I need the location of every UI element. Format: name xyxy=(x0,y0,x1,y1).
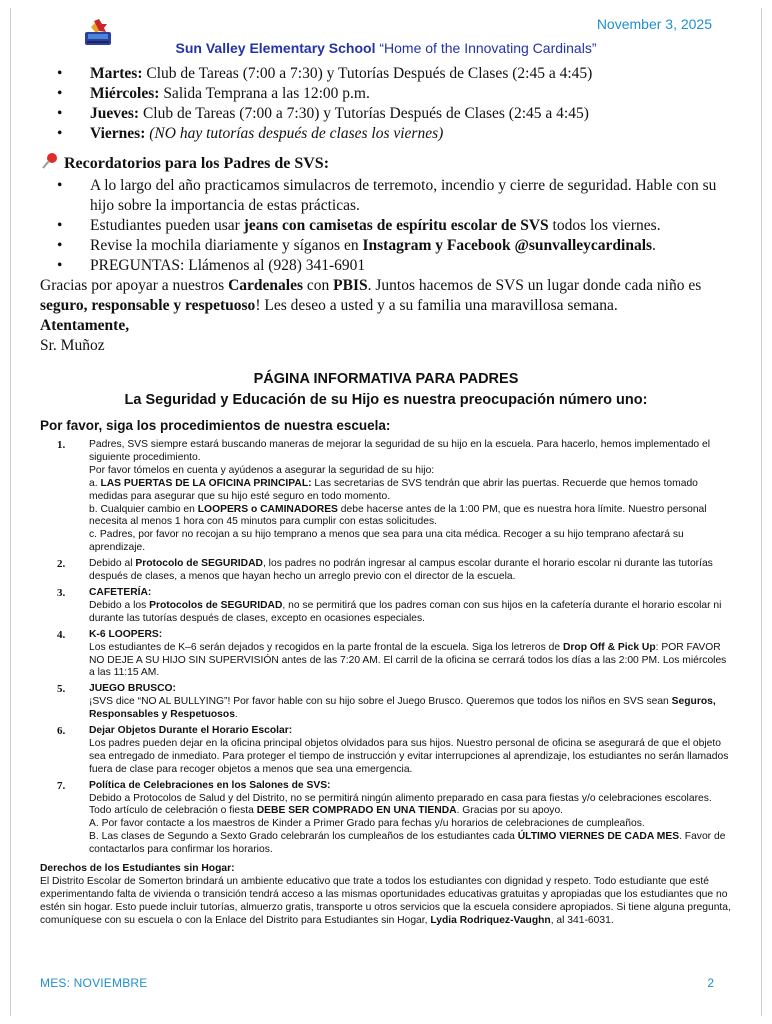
reminders-title: Recordatorios para los Padres de SVS: xyxy=(64,155,330,172)
header-date: November 3, 2025 xyxy=(596,16,712,32)
procedure-item-1: 1. Padres, SVS siempre estará buscando maneras de mejorar la seguridad de su hijo en la escuela. Para hacerlo, hemos implementado el siguiente procedimiento. Por favor tómelos en cuenta y ayúdenos a asegurar la seguridad de su hijo: a. LAS PUERTAS DE LA OFICINA PRINCIPAL: Las secretarias de SVS tendrán que abrir las puertas. Recuerde que hemos tomado medidas para asegurar que su hijo esté seguro en todo momento. b. Cualquier cambio en LOOPERS o CAMINADORES debe hacerse antes de la 1:00 PM, que es nuestra hora límite. Nuestro personal necesita al menos 1 hora con 45 minutos para cumplir con estas solicitudes. c. Padres, por favor no recojan a su hijo temprano a menos que sea para una cita médica. Recoger a su hijo temprano afectará su aprendizaje. xyxy=(57,439,711,554)
parent-info-section xyxy=(40,370,732,928)
procedure-item-5: 5. JUEGO BRUSCO: ¡SVS dice “NO AL BULLYING”! Por favor hable con su hijo sobre el Juego Brusco. Queremos que todos los niños en SVS sean Seguros, Responsables y Respetuosos. xyxy=(57,683,716,721)
school-name: Sun Valley Elementary School xyxy=(175,40,376,56)
homeless-rights-text: El Distrito Escolar de Somerton brindará un ambiente educativo que trate a todos los estudiantes con dignidad y respeto. Todo estudiante que esté experimentando falta de vivienda o transición tendrá acceso a las mismas oportunidades educativas gratuitas y apropiadas que los estudiantes que no estén sin hogar. Esto puede incluir tutorías, almuerzo gratis, transporte u otros servicios que la escuela considere apropiados. Si tiene alguna pregunta, comuníquese con su escuela o con la Enlace del Distrito para Estudiantes sin Hogar, Lydia Rodriquez-Vaughn, al 341-6031. xyxy=(40,876,731,926)
procedure-item-4: 4. K-6 LOOPERS: Los estudiantes de K–6 serán dejados y recogidos en la parte frontal de la escuela. Siga los letreros de Drop Off & Pick Up: POR FAVOR NO DEJE A SU HIJO SIN SUPERVISIÓN antes de las 7:20 AM. El carril de la oficina se cerrará todos los días a las 2:00 PM. Los miércoles a las 11:15 AM. xyxy=(57,628,727,679)
procedure-item-2: 2. Debido al Protocolo de SEGURIDAD, los padres no podrán ingresar al campus escolar durante el horario escolar ni durante las tutorías después de clases, a menos que hayan hecho un arreglo previo con el director de la escuela. xyxy=(57,558,713,583)
info-page-title: PÁGINA INFORMATIVA PARA PADRES xyxy=(253,371,519,387)
reminder-item: • PREGUNTAS: Llámenos al (928) 341-6901 xyxy=(40,256,732,276)
procedures-lead: Por favor, siga los procedimientos de nuestra escuela: xyxy=(40,418,391,433)
schedule-item-tuesday: • Martes: Club de Tareas (7:00 a 7:30) y Tutorías Después de Clases (2:45 a 4:45) xyxy=(40,64,732,84)
school-motto: “Home of the Innovating Cardinals” xyxy=(379,40,597,56)
procedure-item-7: 7. Política de Celebraciones en los Salones de SVS: Debido a Protocolos de Salud y del Distrito, no se permitirá ningún alimento preparado en casa para fiestas y/o celebraciones escolares. Todo artículo de celebración o fiesta DEBE SER COMPRADO EN UNA TIENDA. Gracias por su apoyo. A. Por favor contacte a los maestros de Kinder a Primer Grado para fechas y/u horarios de celebraciones de cumpleaños. B. Las clases de Segundo a Sexto Grado celebrarán los cumpleaños de los estudiantes cada ÚLTIMO VIERNES DE CADA MES. Favor de contactarlos para confirmar los horarios. xyxy=(57,779,726,856)
info-page-subtitle: La Seguridad y Educación de su Hijo es nuestra preocupación número uno: xyxy=(124,392,648,408)
pushpin-icon xyxy=(40,152,60,170)
page-right-rule xyxy=(761,8,762,1016)
signer-name: Sr. Muñoz xyxy=(40,337,105,354)
school-heading xyxy=(0,40,772,56)
reminders-list xyxy=(40,176,732,276)
schedule-item-friday: • Viernes: (NO hay tutorías después de clases los viernes) xyxy=(40,124,732,144)
footer-page-number: 2 xyxy=(707,976,714,990)
page-left-rule xyxy=(10,8,11,1016)
reminder-item: • Estudiantes pueden usar jeans con camisetas de espíritu escolar de SVS todos los viernes. xyxy=(40,216,732,236)
schedule-item-thursday: • Jueves: Club de Tareas (7:00 a 7:30) y Tutorías Después de Clases (2:45 a 4:45) xyxy=(40,104,732,124)
homeless-rights-title: Derechos de los Estudiantes sin Hogar: xyxy=(40,863,235,875)
schedule-item-wednesday: • Miércoles: Salida Temprana a las 12:00 p.m. xyxy=(40,84,732,104)
newsletter-top-section xyxy=(40,64,732,356)
procedures-list xyxy=(40,439,732,857)
footer-month: MES: NOVIEMBRE xyxy=(40,976,148,990)
reminders-heading xyxy=(40,152,732,174)
closing-paragraph: Gracias por apoyar a nuestros Cardenales con PBIS. Juntos hacemos de SVS un lugar donde cada niño es seguro, responsable y respetuoso! Les deseo a usted y a su familia una maravillosa semana. xyxy=(40,277,702,314)
sign-off: Atentamente, xyxy=(40,317,130,334)
homeless-rights-section xyxy=(40,863,732,928)
weekly-schedule-list xyxy=(40,64,732,144)
reminder-item: • A lo largo del año practicamos simulacros de terremoto, incendio y cierre de seguridad. Hable con su hijo sobre la importancia de estas prácticas. xyxy=(40,176,732,216)
procedure-item-6: 6. Dejar Objetos Durante el Horario Escolar: Los padres pueden dejar en la oficina principal objetos olvidados para sus hijos. Nuestro personal de oficina se asegurará de que el objeto sea entregado de inmediato. Para proteger el tiempo de instrucción y evitar interrupciones al aprendizaje, los estudiantes no serán llamados fuera de clase para recoger objetos a menos que sea una emergencia. xyxy=(57,725,729,775)
procedure-item-3: 3. CAFETERÍA: Debido a los Protocolos de SEGURIDAD, no se permitirá que los padres coman con sus hijos en la cafetería durante el horario escolar ni durante las tutorías después de clases, excepto en ocasiones especiales. xyxy=(57,586,722,624)
reminder-item: • Revise la mochila diariamente y síganos en Instagram y Facebook @sunvalleycardinals. xyxy=(40,236,732,256)
